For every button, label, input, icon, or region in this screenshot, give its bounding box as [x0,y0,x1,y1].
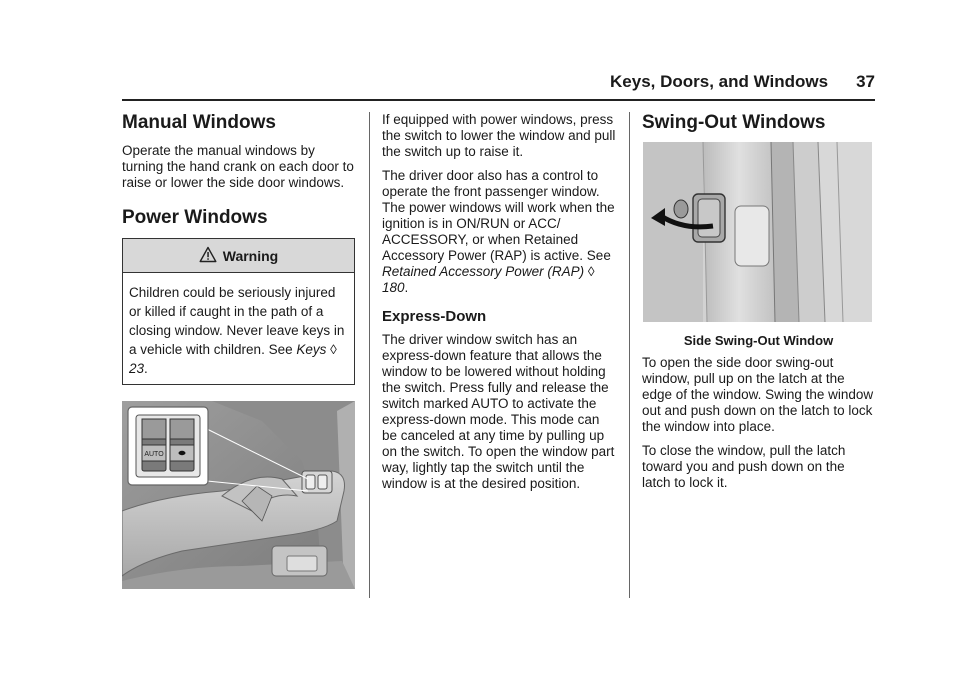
swing-out-heading: Swing-Out Windows [642,112,826,133]
auto-switch-label: AUTO [144,451,164,458]
warning-label: Warning [222,247,279,264]
header-text [610,72,875,92]
swing-out-text-2: To close the window, pull the latch toward you and push down on the latch to lock it. [642,443,846,490]
page-header [122,70,875,100]
express-down-heading: Express-Down [382,308,487,325]
manual-windows-text: Operate the manual windows by turning the hand crank on each door to raise or lower the side door windows. [122,143,354,190]
header-rule [122,99,875,101]
rap-ref-page[interactable]: 180 [382,280,405,295]
warning-box [122,238,355,385]
column-divider-2 [629,112,630,598]
column-1 [122,112,357,385]
warning-body [123,273,354,384]
rap-ref-link[interactable]: Retained Accessory Power (RAP) [382,264,585,279]
power-windows-heading: Power Windows [122,207,268,228]
express-down-text: The driver window switch has an express-down feature that allows the window to be lowered without holding the switch. Press fully and release the switch marked AUTO to activate the express-down mode. This mode can be canceled at any time by pulling up on the switch. To open the window part way, lightly tap the switch until the window is at the desired position. [382,332,615,491]
warning-ref-page[interactable]: 23 [129,361,145,376]
column-3 [642,112,875,143]
power-window-text-2: The driver door also has a control to operate the front passenger window. The power windows will work when the ignition is in ON/RUN or ACC/ ACCESSORY, or when Retained Accessory Power (RAP) is active. See Retained Accessory Power (RAP) ◊ 180. [382,168,615,295]
swing-out-window-figure [643,142,872,322]
warning-text: Children could be seriously injured or killed if caught in the path of a closing window. Never leave keys in a vehicle with children. See Keys ◊ 23. [129,285,345,376]
column-divider-1 [369,112,370,598]
page-number: 37 [856,72,875,91]
warning-header [123,239,354,273]
warning-ref-link[interactable]: Keys [296,342,327,357]
power-window-text-1: If equipped with power windows, press the switch to lower the window and pull the switch up to raise it. [382,112,616,159]
swing-out-text-1: To open the side door swing-out window, pull up on the latch at the edge of the window. Swing the window out and push down on the latch to lock the window into place. [642,355,874,434]
manual-windows-heading: Manual Windows [122,112,276,133]
section-title: Keys, Doors, and Windows [610,72,829,91]
figure-caption: Side Swing-Out Window [683,333,834,348]
power-window-switch-figure [122,401,355,589]
swing-out-body [642,355,875,499]
warning-icon [199,246,217,266]
column-2 [382,112,616,500]
